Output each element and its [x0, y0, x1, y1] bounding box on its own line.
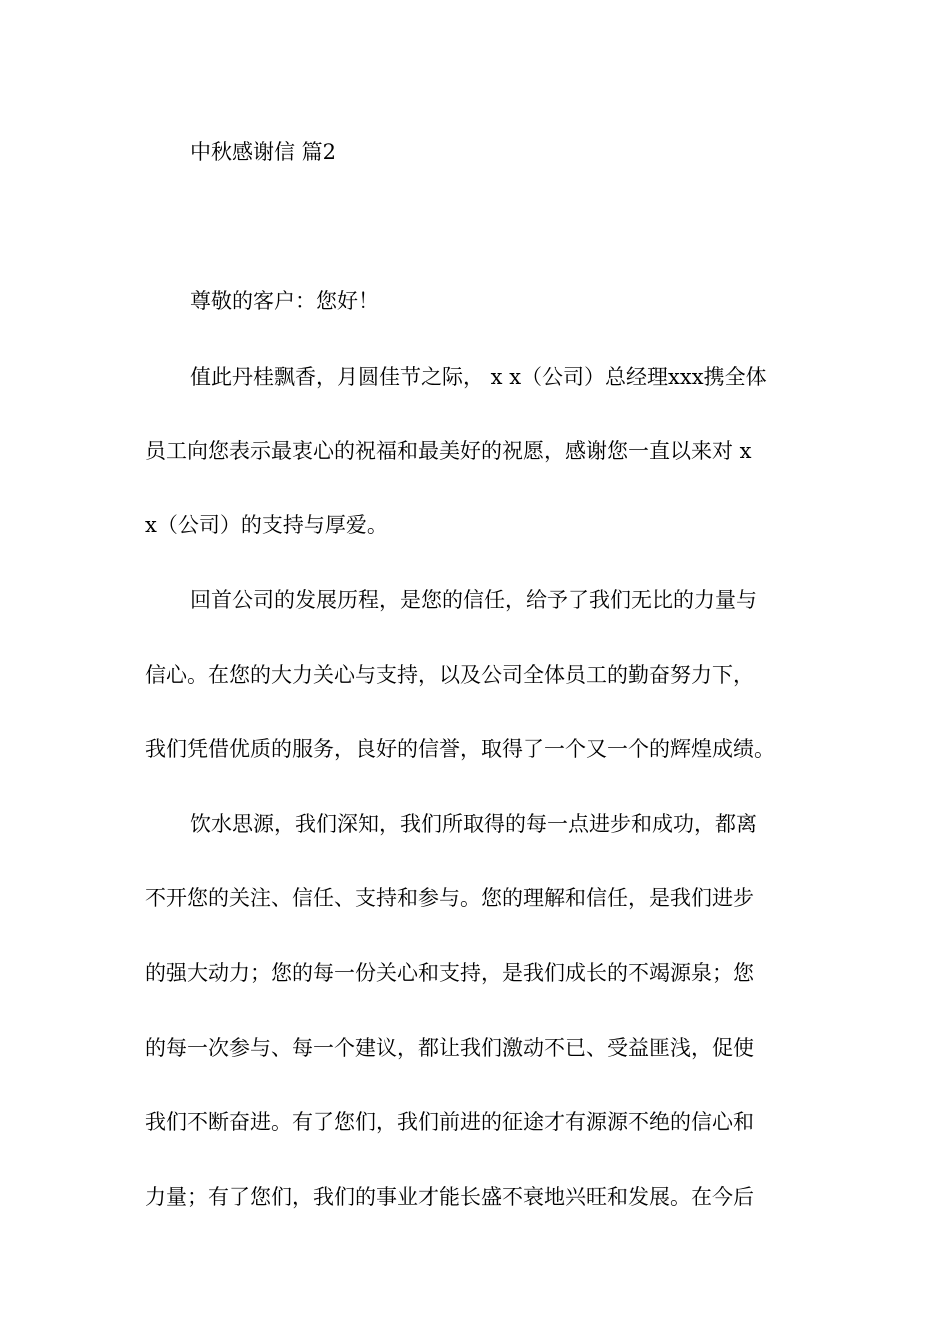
greeting: 尊敬的客户：您好！: [190, 289, 379, 313]
paragraph-1-line-3: x（公司）的支持与厚爱。: [145, 513, 388, 537]
paragraph-2-line-1: 回首公司的发展历程，是您的信任，给予了我们无比的力量与: [190, 588, 757, 612]
paragraph-1-line-2: 员工向您表示最衷心的祝福和最美好的祝愿，感谢您一直以来对 x: [145, 439, 752, 463]
paragraph-3-line-2: 不开您的关注、信任、支持和参与。您的理解和信任，是我们进步: [145, 886, 754, 910]
paragraph-3-line-4: 的每一次参与、每一个建议，都让我们激动不已、受益匪浅，促使: [145, 1036, 754, 1060]
paragraph-3-line-6: 力量；有了您们，我们的事业才能长盛不衰地兴旺和发展。在今后: [145, 1185, 754, 1209]
paragraph-2-line-3: 我们凭借优质的服务，良好的信誉，取得了一个又一个的辉煌成绩。: [145, 737, 775, 761]
paragraph-3-line-1: 饮水思源，我们深知，我们所取得的每一点进步和成功，都离: [190, 812, 757, 836]
document-title: 中秋感谢信 篇2: [190, 140, 337, 164]
paragraph-1-line-1: 值此丹桂飘香，月圆佳节之际， x x（公司）总经理xxx携全体: [190, 365, 767, 389]
paragraph-2-line-2: 信心。在您的大力关心与支持，以及公司全体员工的勤奋努力下，: [145, 663, 754, 687]
paragraph-3-line-5: 我们不断奋进。有了您们，我们前进的征途才有源源不绝的信心和: [145, 1110, 754, 1134]
paragraph-3-line-3: 的强大动力；您的每一份关心和支持，是我们成长的不竭源泉；您: [145, 961, 754, 985]
